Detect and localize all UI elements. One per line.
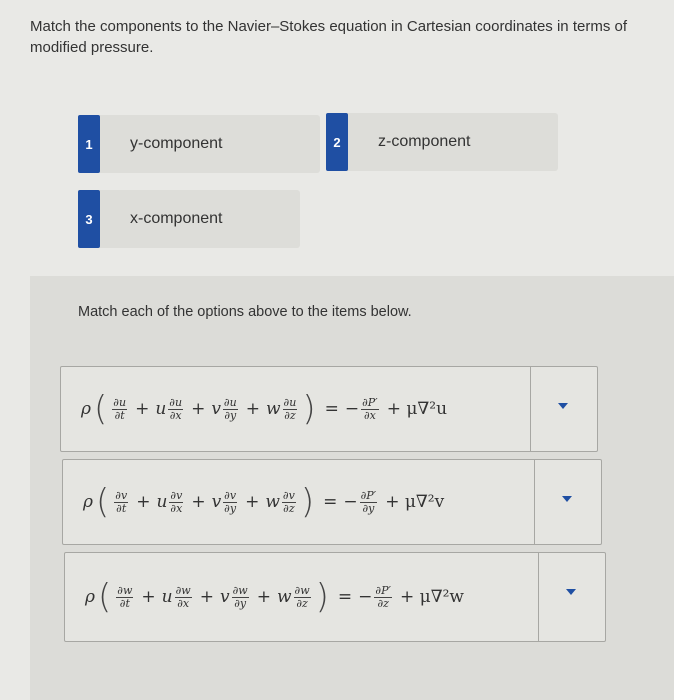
option-2-z-component[interactable] (326, 113, 558, 171)
answer-dropdown-2[interactable] (534, 460, 601, 544)
caret-down-icon (562, 496, 572, 502)
option-number: 2 (326, 113, 348, 171)
answer-dropdown-1[interactable] (530, 367, 597, 451)
navier-stokes-w-equation: ρ ( $\frac{\partial w}{\partial t}$ + u $\frac{\partial w}{\partial x}$ + v $\frac{\partial w}{\partial y}$ + w $\frac{\partial w}{\partial z}$ ) = − $\frac{\partial P'}{\partial z}$ + μ∇²w (85, 577, 464, 617)
equation-item-w (64, 552, 606, 642)
option-label: y-component (130, 135, 223, 152)
caret-down-icon (566, 589, 576, 595)
option-1-y-component[interactable] (78, 115, 320, 173)
instruction-text: Match each of the options above to the items below. (78, 304, 412, 320)
navier-stokes-v-equation: ρ ( $\frac{\partial v}{\partial t}$ + u $\frac{\partial v}{\partial x}$ + v $\frac{\partial v}{\partial y}$ + w $\frac{\partial v}{\partial z}$ ) = − $\frac{\partial P'}{\partial y}$ + μ∇²v (83, 482, 445, 522)
option-label: x-component (130, 210, 223, 227)
option-number: 3 (78, 190, 100, 248)
navier-stokes-u-equation: ρ ( $\frac{\partial u}{\partial t}$ + u $\frac{\partial u}{\partial x}$ + v $\frac{\partial u}{\partial y}$ + w $\frac{\partial u}{\partial z}$ ) = − $\frac{\partial P'}{\partial x}$ + μ∇²u (81, 389, 448, 429)
option-3-x-component[interactable] (78, 190, 300, 248)
question-prompt: Match the components to the Navier–Stokes equation in Cartesian coordinates in terms of modified pressure. (30, 18, 627, 56)
option-label: z-component (378, 133, 471, 150)
equation-item-v (62, 459, 602, 545)
answer-dropdown-3[interactable] (538, 553, 605, 641)
option-number: 1 (78, 115, 100, 173)
equation-item-u (60, 366, 598, 452)
caret-down-icon (558, 403, 568, 409)
